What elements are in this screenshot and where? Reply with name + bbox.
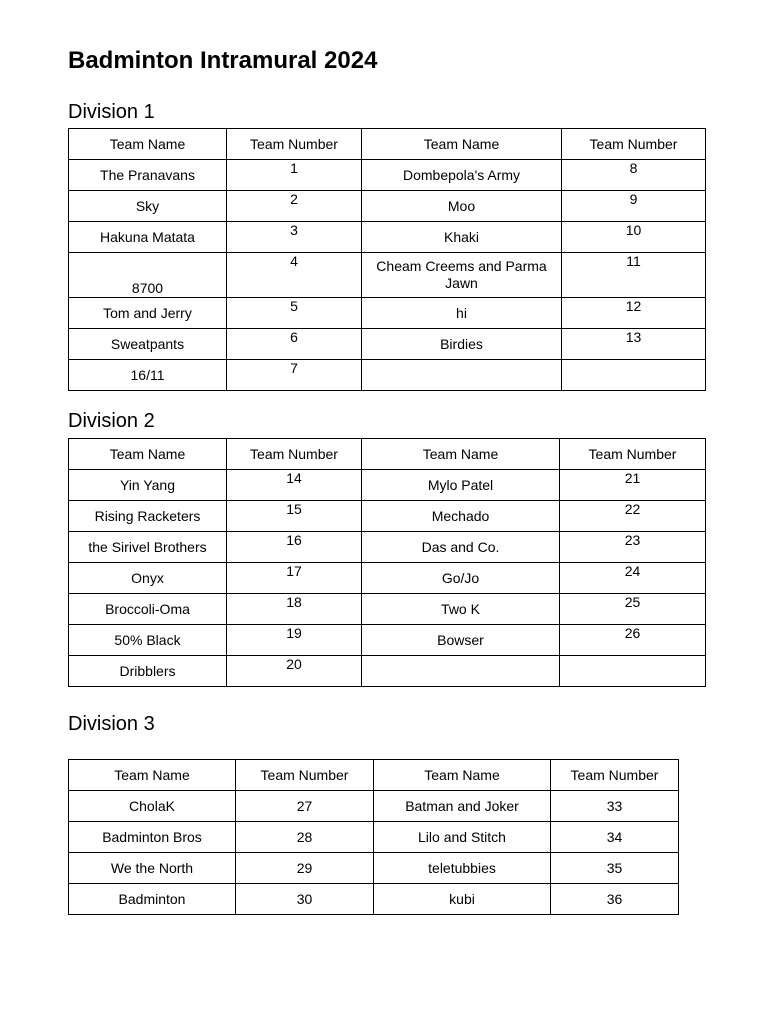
table-row	[69, 656, 706, 687]
column-header-team-number: Team Number	[562, 129, 706, 160]
team-name-cell: Bowser	[362, 625, 560, 656]
team-name-cell: Moo	[362, 191, 562, 222]
division-1-table	[68, 128, 706, 391]
team-name-cell: We the North	[69, 853, 236, 884]
team-number-cell: 3	[227, 222, 362, 253]
team-name-cell: Batman and Joker	[374, 791, 551, 822]
column-header-team-number: Team Number	[227, 439, 362, 470]
team-number-cell: 23	[560, 532, 706, 563]
table-header-row	[69, 760, 679, 791]
team-number-cell: 27	[236, 791, 374, 822]
team-number-cell: 4	[227, 253, 362, 298]
table-header-row	[69, 439, 706, 470]
page-title: Badminton Intramural 2024	[68, 47, 378, 74]
table-row	[69, 253, 706, 298]
table-row	[69, 222, 706, 253]
team-number-cell: 11	[562, 253, 706, 298]
team-name-cell: Rising Racketers	[69, 501, 227, 532]
team-number-cell: 10	[562, 222, 706, 253]
team-number-cell: 25	[560, 594, 706, 625]
team-name-cell: Broccoli-Oma	[69, 594, 227, 625]
team-name-cell: teletubbies	[374, 853, 551, 884]
team-name-cell: Badminton	[69, 884, 236, 915]
team-name-cell: hi	[362, 298, 562, 329]
team-name-cell: 8700	[69, 253, 227, 298]
team-name-cell: kubi	[374, 884, 551, 915]
team-number-cell: 2	[227, 191, 362, 222]
table-header-row	[69, 129, 706, 160]
team-name-cell: Yin Yang	[69, 470, 227, 501]
column-header-team-name: Team Name	[69, 129, 227, 160]
team-name-cell: Sky	[69, 191, 227, 222]
team-name-cell: 16/11	[69, 360, 227, 391]
team-number-cell: 6	[227, 329, 362, 360]
team-number-cell: 30	[236, 884, 374, 915]
table-row	[69, 791, 679, 822]
column-header-team-name: Team Name	[374, 760, 551, 791]
table-row	[69, 532, 706, 563]
table-row	[69, 884, 679, 915]
team-number-cell: 17	[227, 563, 362, 594]
team-name-cell: Dombepola's Army	[362, 160, 562, 191]
table-row	[69, 594, 706, 625]
team-number-cell: 8	[562, 160, 706, 191]
team-number-cell: 34	[551, 822, 679, 853]
team-name-cell	[362, 656, 560, 687]
column-header-team-name: Team Name	[362, 439, 560, 470]
division-2-table	[68, 438, 706, 687]
table-row	[69, 822, 679, 853]
team-name-cell: Badminton Bros	[69, 822, 236, 853]
team-name-cell: Khaki	[362, 222, 562, 253]
table-row	[69, 360, 706, 391]
team-name-cell: Onyx	[69, 563, 227, 594]
column-header-team-name: Team Name	[69, 439, 227, 470]
column-header-team-number: Team Number	[227, 129, 362, 160]
team-number-cell: 7	[227, 360, 362, 391]
team-name-cell: The Pranavans	[69, 160, 227, 191]
team-number-cell: 1	[227, 160, 362, 191]
division-3-table	[68, 759, 679, 915]
team-number-cell: 21	[560, 470, 706, 501]
team-number-cell: 24	[560, 563, 706, 594]
team-name-cell	[362, 360, 562, 391]
team-name-cell: Two K	[362, 594, 560, 625]
column-header-team-name: Team Name	[69, 760, 236, 791]
team-name-cell: Go/Jo	[362, 563, 560, 594]
table-row	[69, 470, 706, 501]
team-number-cell: 19	[227, 625, 362, 656]
table-row	[69, 501, 706, 532]
team-number-cell	[562, 360, 706, 391]
team-number-cell: 26	[560, 625, 706, 656]
column-header-team-number: Team Number	[236, 760, 374, 791]
team-number-cell: 36	[551, 884, 679, 915]
table-row	[69, 329, 706, 360]
team-name-cell: 50% Black	[69, 625, 227, 656]
team-number-cell: 20	[227, 656, 362, 687]
team-name-cell: Birdies	[362, 329, 562, 360]
column-header-team-number: Team Number	[551, 760, 679, 791]
team-number-cell: 15	[227, 501, 362, 532]
column-header-team-name: Team Name	[362, 129, 562, 160]
team-name-cell: Cheam Creems and Parma Jawn	[362, 253, 562, 298]
team-number-cell: 12	[562, 298, 706, 329]
table-row	[69, 563, 706, 594]
team-name-cell: Lilo and Stitch	[374, 822, 551, 853]
team-name-cell: CholaK	[69, 791, 236, 822]
team-number-cell: 13	[562, 329, 706, 360]
team-number-cell: 16	[227, 532, 362, 563]
team-name-cell: Mechado	[362, 501, 560, 532]
team-name-cell: Mylo Patel	[362, 470, 560, 501]
team-name-cell: Sweatpants	[69, 329, 227, 360]
team-name-cell: Dribblers	[69, 656, 227, 687]
table-row	[69, 853, 679, 884]
team-number-cell: 35	[551, 853, 679, 884]
table-row	[69, 298, 706, 329]
team-name-cell: Das and Co.	[362, 532, 560, 563]
team-number-cell: 29	[236, 853, 374, 884]
division-2-heading: Division 2	[68, 410, 155, 432]
table-row	[69, 160, 706, 191]
column-header-team-number: Team Number	[560, 439, 706, 470]
team-number-cell: 28	[236, 822, 374, 853]
team-name-cell: Hakuna Matata	[69, 222, 227, 253]
team-number-cell: 5	[227, 298, 362, 329]
table-row	[69, 191, 706, 222]
team-name-cell: Tom and Jerry	[69, 298, 227, 329]
team-number-cell: 18	[227, 594, 362, 625]
team-number-cell: 33	[551, 791, 679, 822]
team-number-cell: 22	[560, 501, 706, 532]
team-number-cell: 9	[562, 191, 706, 222]
division-1-heading: Division 1	[68, 101, 155, 123]
table-row	[69, 625, 706, 656]
team-number-cell: 14	[227, 470, 362, 501]
team-name-cell: the Sirivel Brothers	[69, 532, 227, 563]
division-3-heading: Division 3	[68, 713, 155, 735]
team-number-cell	[560, 656, 706, 687]
